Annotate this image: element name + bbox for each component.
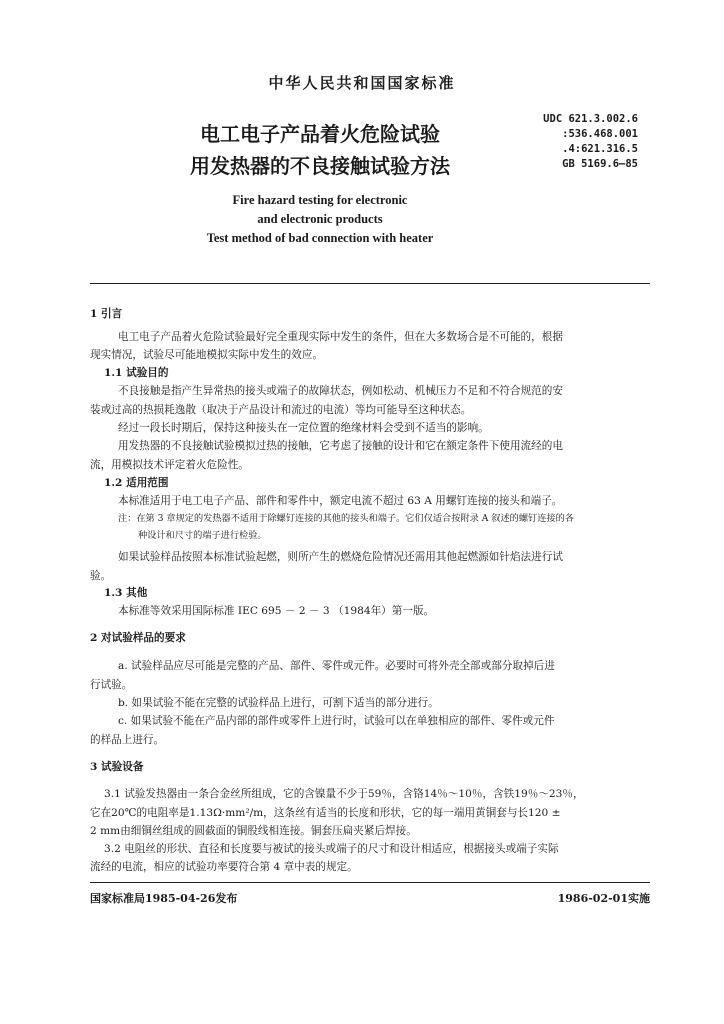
section-2-item-c: c. 如果试验不能在产品内部的部件或零件上进行时，试验可以在单独相应的部件、零件或元件: [118, 715, 555, 727]
udc-code-block: [510, 112, 638, 172]
section-1-3-paragraph: 本标准等效采用国际标准 IEC 695 － 2 － 3 （1984年）第一版。: [118, 605, 435, 617]
section-3-heading: 3 试验设备: [90, 761, 144, 773]
title-cn-line1: 电工电子产品着火危险试验: [200, 122, 440, 146]
section-1-3-heading: 1.3 其他: [104, 587, 148, 599]
section-1-2-paragraph-2-cont: 验。: [90, 570, 112, 582]
gb-code: GB 5169.6—85: [562, 158, 638, 170]
section-1-paragraph: 电工电子产品着火危险试验最好完全重现实际中发生的条件，但在大多数场合是不可能的，根据: [118, 331, 563, 343]
header-divider: [90, 283, 650, 284]
section-2-item-a-cont: 行试验。: [90, 679, 133, 691]
section-3-1-paragraph-cont-1: 它在20℃的电阻率是1.13Ω·mm²/m，这条丝有适当的长度和形状，它的每一端用黄铜套与长120 ±: [90, 807, 561, 819]
udc-line1: UDC 621.3.002.6: [543, 113, 638, 125]
section-1-1-heading: 1.1 试验目的: [104, 367, 169, 379]
section-3-2-paragraph: 3.2 电阻丝的形状、直径和长度要与被试的接头或端子的尺寸和设计相适应，根据接头或端子实际: [104, 843, 559, 855]
section-1-1-paragraph-2: 经过一段长时期后，保持这种接头在一定位置的绝缘材料会受到不适当的影响。: [118, 422, 489, 434]
section-1-1-paragraph-3-cont: 流，用模拟技术评定着火危险性。: [90, 459, 249, 471]
title-cn-line2: 用发热器的不良接触试验方法: [190, 154, 450, 178]
udc-line2: :536.468.001: [562, 128, 638, 140]
section-2-item-c-cont: 的样品上进行。: [90, 734, 165, 746]
section-1-2-paragraph-1: 本标准适用于电工电子产品、部件和零件中，额定电流不超过 63 A 用螺钉连接的接头和端子。: [118, 495, 563, 507]
section-2-item-a: a. 试验样品应尽可能是完整的产品、部件、零件或元件。必要时可将外壳全部或部分取掉后进: [118, 660, 555, 672]
section-3-1-paragraph-cont-2: 2 mm由细铜丝组成的圆截面的铜股线相连接。铜套压扁夹紧后焊接。: [90, 825, 417, 837]
section-1-heading: 1 引言: [90, 308, 123, 320]
section-3-2-paragraph-cont: 流经的电流，相应的试验功率要符合第 4 章中表的规定。: [90, 861, 358, 873]
effective-date: 1986-02-01实施: [557, 892, 650, 905]
section-1-2-paragraph-2: 如果试验样品按照本标准试验起燃，则所产生的燃烧危险情况还需用其他起燃源如针焰法进行试: [118, 551, 563, 563]
section-1-1-paragraph-1-cont: 装或过高的热损耗逸散（取决于产品设计和流过的电流）等均可能导至这种状态。: [90, 404, 472, 416]
title-en-line2: and electronic products: [257, 212, 383, 226]
section-1-2-note: 注：在第 3 章规定的发热器不适用于除螺钉连接的其他的接头和端子。它们仅适合按附录 A 叙述的螺钉连接的各: [118, 513, 574, 524]
section-1-2-note-cont: 种设计和尺寸的端子进行检验。: [138, 530, 267, 541]
title-en-line1: Fire hazard testing for electronic: [232, 193, 408, 207]
title-en-line3: Test method of bad connection with heater: [206, 231, 434, 245]
issue-date: 国家标准局1985-04-26发布: [90, 892, 238, 905]
udc-line3: .4:621.316.5: [562, 143, 638, 155]
section-2-heading: 2 对试验样品的要求: [90, 632, 186, 644]
national-standard-heading: 中华人民共和国国家标准: [268, 74, 456, 92]
section-3-1-paragraph: 3.1 试验发热器由一条合金丝所组成，它的含镍量不少于59％，含铬14％～10％，含铁19％～23％，: [104, 788, 584, 800]
section-1-1-paragraph-1: 不良接触是指产生异常热的接头或端子的故障状态，例如松动、机械压力不足和不符合规范的安: [118, 385, 563, 397]
section-1-paragraph-cont: 现实情况，试验尽可能地模拟实际中发生的效应。: [90, 349, 324, 361]
section-2-item-b: b. 如果试验不能在完整的试验样品上进行，可割下适当的部分进行。: [118, 697, 439, 709]
section-1-1-paragraph-3: 用发热器的不良接触试验模拟过热的接触，它考虑了接触的设计和它在额定条件下使用流经的电: [118, 440, 563, 452]
footer-divider: [90, 882, 650, 883]
section-1-2-heading: 1.2 适用范围: [104, 477, 169, 489]
